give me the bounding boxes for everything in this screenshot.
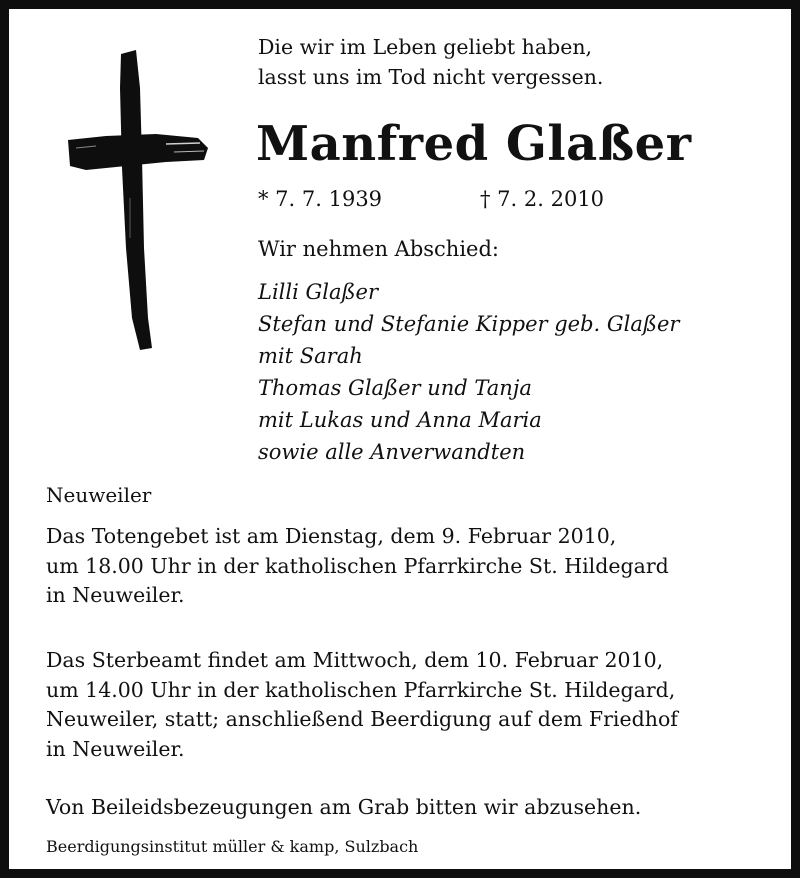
mass-line: um 14.00 Uhr in der katholischen Pfarrkirche St. Hildegard, [46, 677, 676, 702]
life-dates [258, 184, 605, 214]
prayer-line: um 18.00 Uhr in der katholischen Pfarrkirche St. Hildegard [46, 553, 669, 578]
place: Neuweiler [46, 483, 152, 507]
prayer-line: Das Totengebet ist am Dienstag, dem 9. Februar 2010, [46, 524, 617, 548]
mourners-list [258, 276, 679, 468]
condolence-note: Von Beileidsbezeugungen am Grab bitten wir abzusehen. [46, 795, 642, 819]
motto-line: lasst uns im Tod nicht vergessen. [258, 65, 604, 89]
birth-date: * 7. 7. 1939 [258, 187, 383, 211]
mourner-line: sowie alle Anverwandten [258, 440, 526, 464]
mass-paragraph [46, 646, 678, 764]
undertaker-credit: Beerdigungsinstitut müller & kamp, Sulzbach [46, 837, 419, 856]
mass-line: Das Sterbeamt findet am Mittwoch, dem 10. Februar 2010, [46, 648, 664, 672]
motto [258, 32, 603, 92]
cross-icon [66, 48, 210, 353]
death-date: † 7. 2. 2010 [480, 187, 605, 211]
prayer-line: in Neuweiler. [46, 583, 185, 607]
deceased-name: Manfred Glaßer [256, 116, 692, 172]
farewell-label: Wir nehmen Abschied: [258, 237, 499, 261]
mass-line: Neuweiler, statt; anschließend Beerdigung auf dem Friedhof [46, 707, 678, 731]
mourner-line: mit Lukas und Anna Maria [258, 408, 542, 432]
motto-line: Die wir im Leben geliebt haben, [258, 35, 593, 59]
mourner-line: mit Sarah [258, 344, 363, 368]
mourner-line: Lilli Glaßer [258, 280, 378, 304]
mass-line: in Neuweiler. [46, 736, 185, 761]
prayer-paragraph [46, 522, 669, 611]
mourner-line: Thomas Glaßer und Tanja [258, 376, 532, 400]
mourner-line: Stefan und Stefanie Kipper geb. Glaßer [258, 312, 680, 336]
